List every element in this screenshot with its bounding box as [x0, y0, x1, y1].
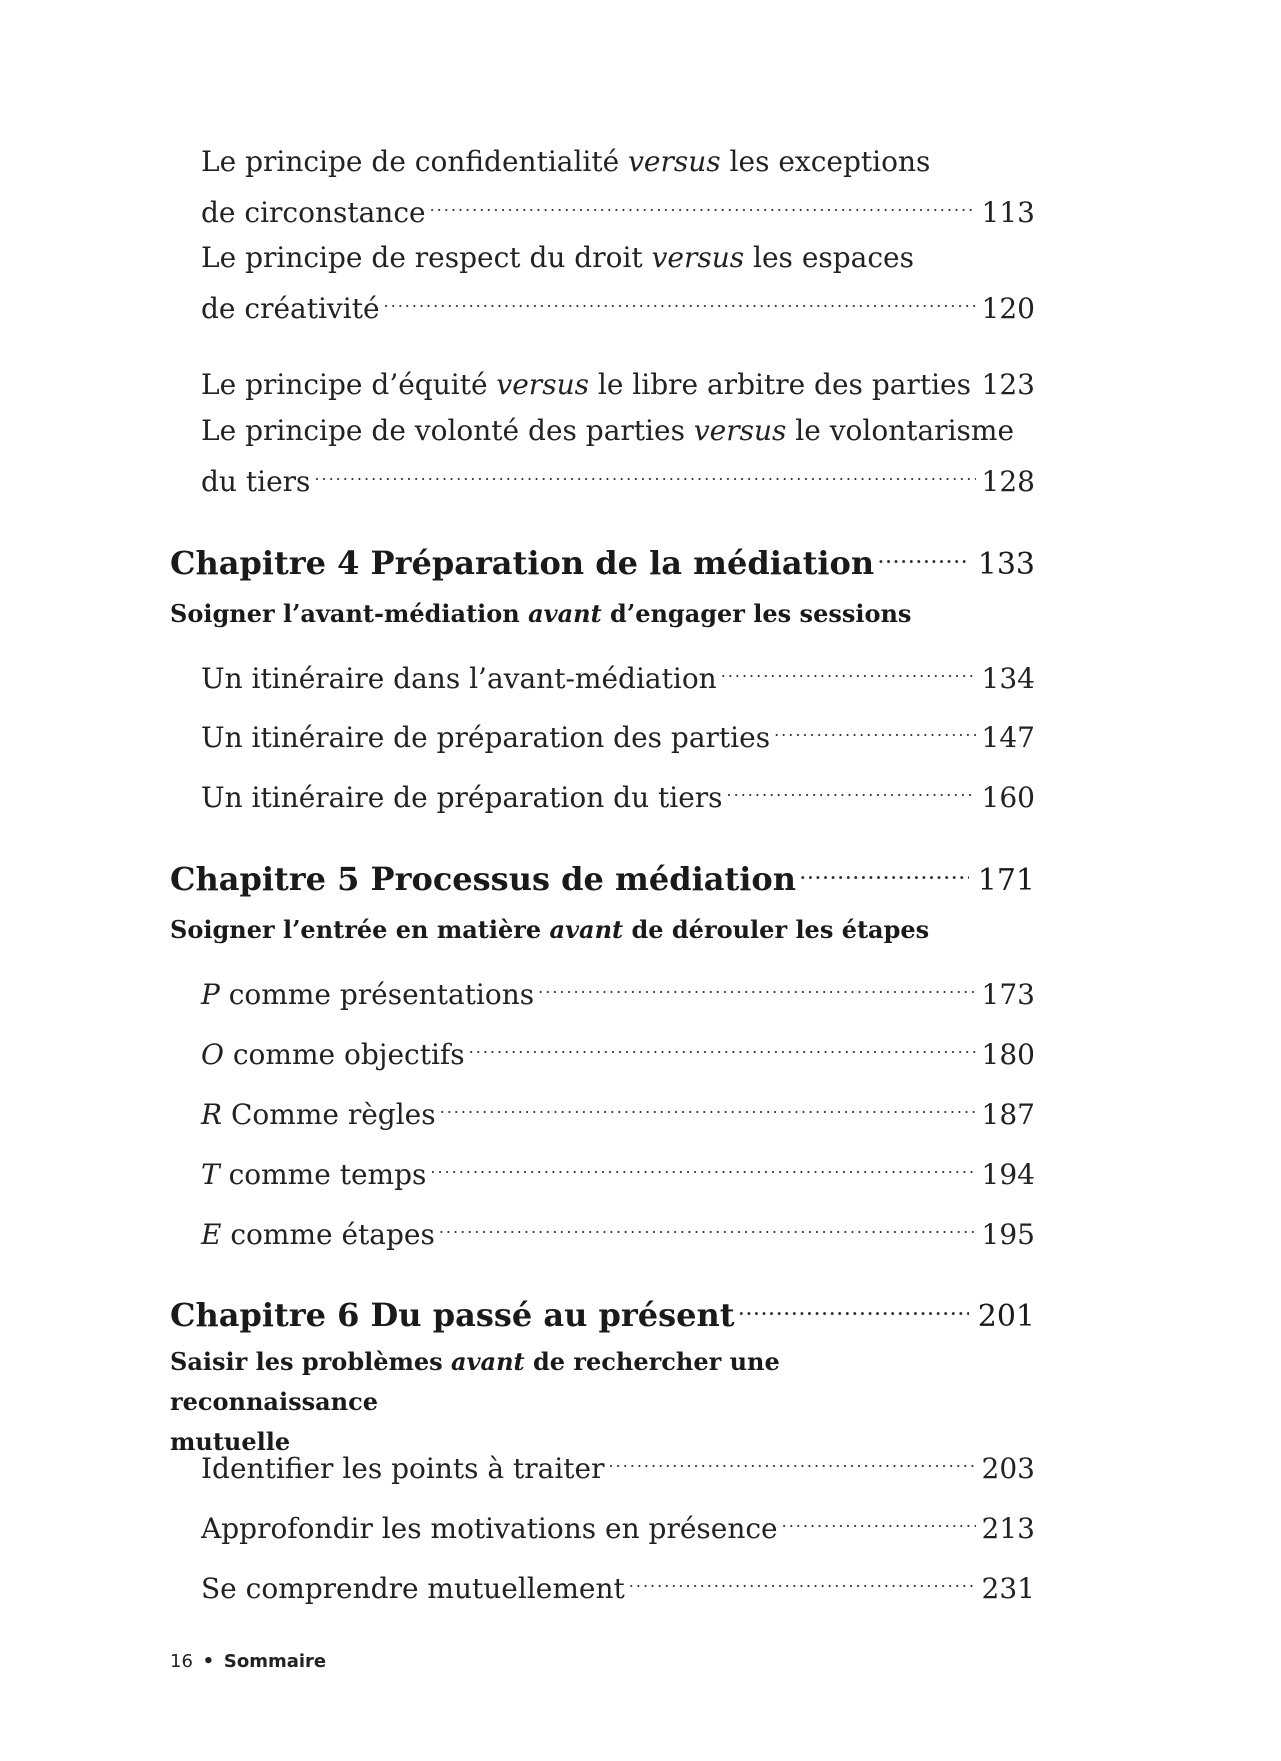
- leader-dots: [609, 1438, 976, 1478]
- toc-entry: [201, 964, 1035, 1015]
- entry-text: Le principe de volonté des parties: [201, 414, 694, 447]
- page-number: 180: [981, 1038, 1035, 1071]
- leader-dots: [727, 767, 976, 807]
- entry-text: les espaces: [744, 241, 914, 274]
- entry-text: de créativité: [201, 292, 380, 325]
- page-number: 231: [981, 1572, 1035, 1605]
- leader-dots: [975, 354, 976, 394]
- chapter-heading: [170, 1286, 1035, 1339]
- section-subheading: Soigner l’entrée en matière avant de dérouler les étapes: [170, 915, 930, 944]
- page-number: 171: [977, 863, 1035, 898]
- chapter-title: Chapitre 5 Processus de médiation: [170, 860, 797, 898]
- leader-dots: [430, 182, 976, 222]
- leader-dots: [721, 648, 976, 688]
- section-subheading: Saisir les problèmes avant de rechercher une reconnaissance mutuelle: [170, 1347, 780, 1456]
- entry-text: les exceptions: [720, 145, 931, 178]
- entry-text: Le principe d’équité: [201, 368, 497, 401]
- entry-text: Un itinéraire de préparation des parties: [201, 721, 771, 754]
- page-number: 201: [977, 1299, 1035, 1334]
- entry-text: Le principe de confidentialité: [201, 145, 629, 178]
- toc-entry: [201, 354, 1035, 405]
- leader-dots: [430, 1144, 975, 1184]
- leader-dots: [782, 1498, 976, 1538]
- page-number: 173: [981, 978, 1035, 1011]
- entry-text: le libre arbitre des parties: [588, 368, 971, 401]
- toc-entry: [201, 707, 1035, 758]
- toc-entry: [201, 648, 1035, 699]
- toc-entry: [201, 1438, 1035, 1489]
- toc-entry: [201, 1498, 1035, 1549]
- toc-entry: [201, 1558, 1035, 1609]
- entry-text: Le principe de respect du droit: [201, 241, 652, 274]
- leader-dots: [629, 1558, 976, 1598]
- entry-letter: T: [201, 1158, 220, 1191]
- page-number: 213: [981, 1512, 1035, 1545]
- entry-italic: versus: [628, 145, 721, 178]
- footer-separator: •: [202, 1651, 215, 1672]
- page-number: 113: [981, 196, 1035, 229]
- page-number: 147: [981, 721, 1035, 754]
- entry-text: de circonstance: [201, 196, 426, 229]
- page-number: 160: [981, 781, 1035, 814]
- leader-dots: [384, 278, 976, 318]
- entry-text: Identifier les points à traiter: [201, 1452, 605, 1485]
- page-number: 133: [977, 547, 1035, 582]
- leader-dots: [314, 451, 975, 491]
- entry-text: comme étapes: [221, 1218, 435, 1251]
- chapter-heading: [170, 534, 1035, 587]
- toc-entry: [201, 1204, 1035, 1255]
- footer-page-number: 16: [170, 1651, 193, 1672]
- chapter-title: Chapitre 6 Du passé au présent: [170, 1296, 735, 1334]
- toc-entry: [201, 767, 1035, 818]
- entry-letter: O: [201, 1038, 224, 1071]
- toc-entry: [201, 1084, 1035, 1135]
- section-subheading: Soigner l’avant-médiation avant d’engager les sessions: [170, 599, 912, 628]
- toc-entry: [201, 411, 1035, 502]
- leader-dots: [800, 850, 969, 890]
- leader-dots: [440, 1084, 976, 1124]
- leader-dots: [439, 1204, 976, 1244]
- leader-dots: [878, 534, 969, 574]
- entry-text: comme temps: [219, 1158, 427, 1191]
- entry-text: Un itinéraire dans l’avant-médiation: [201, 662, 717, 695]
- page-number: 187: [981, 1098, 1035, 1131]
- entry-text: Approfondir les motivations en présence: [201, 1512, 778, 1545]
- page-number: 194: [981, 1158, 1035, 1191]
- entry-italic: versus: [693, 414, 787, 447]
- page-footer: [170, 1650, 326, 1674]
- page-number: 128: [981, 465, 1035, 498]
- leader-dots: [469, 1024, 976, 1064]
- page-number: 134: [981, 662, 1035, 695]
- entry-text: comme objectifs: [223, 1038, 465, 1071]
- page-number: 123: [981, 368, 1035, 401]
- footer-label: Sommaire: [223, 1651, 327, 1672]
- entry-text: Se comprendre mutuellement: [201, 1572, 625, 1605]
- entry-text: du tiers: [201, 465, 311, 498]
- toc-entry: [201, 238, 1035, 329]
- entry-letter: R: [201, 1098, 223, 1131]
- page-number: 195: [981, 1218, 1035, 1251]
- entry-text: comme présentations: [219, 978, 535, 1011]
- leader-dots: [774, 707, 975, 747]
- page-number: 203: [981, 1452, 1035, 1485]
- entry-letter: E: [201, 1218, 222, 1251]
- entry-text: le volontarisme: [786, 414, 1015, 447]
- page-number: 120: [981, 292, 1035, 325]
- toc-entry: [201, 1024, 1035, 1075]
- chapter-heading: [170, 850, 1035, 903]
- toc-entry: [201, 142, 1035, 233]
- leader-dots: [739, 1286, 970, 1326]
- leader-dots: [538, 964, 975, 1004]
- entry-italic: versus: [651, 241, 745, 274]
- entry-text: Un itinéraire de préparation du tiers: [201, 781, 723, 814]
- entry-text: Comme règles: [222, 1098, 436, 1131]
- entry-letter: P: [201, 978, 220, 1011]
- entry-italic: versus: [496, 368, 589, 401]
- toc-entry: [201, 1144, 1035, 1195]
- chapter-title: Chapitre 4 Préparation de la médiation: [170, 544, 875, 582]
